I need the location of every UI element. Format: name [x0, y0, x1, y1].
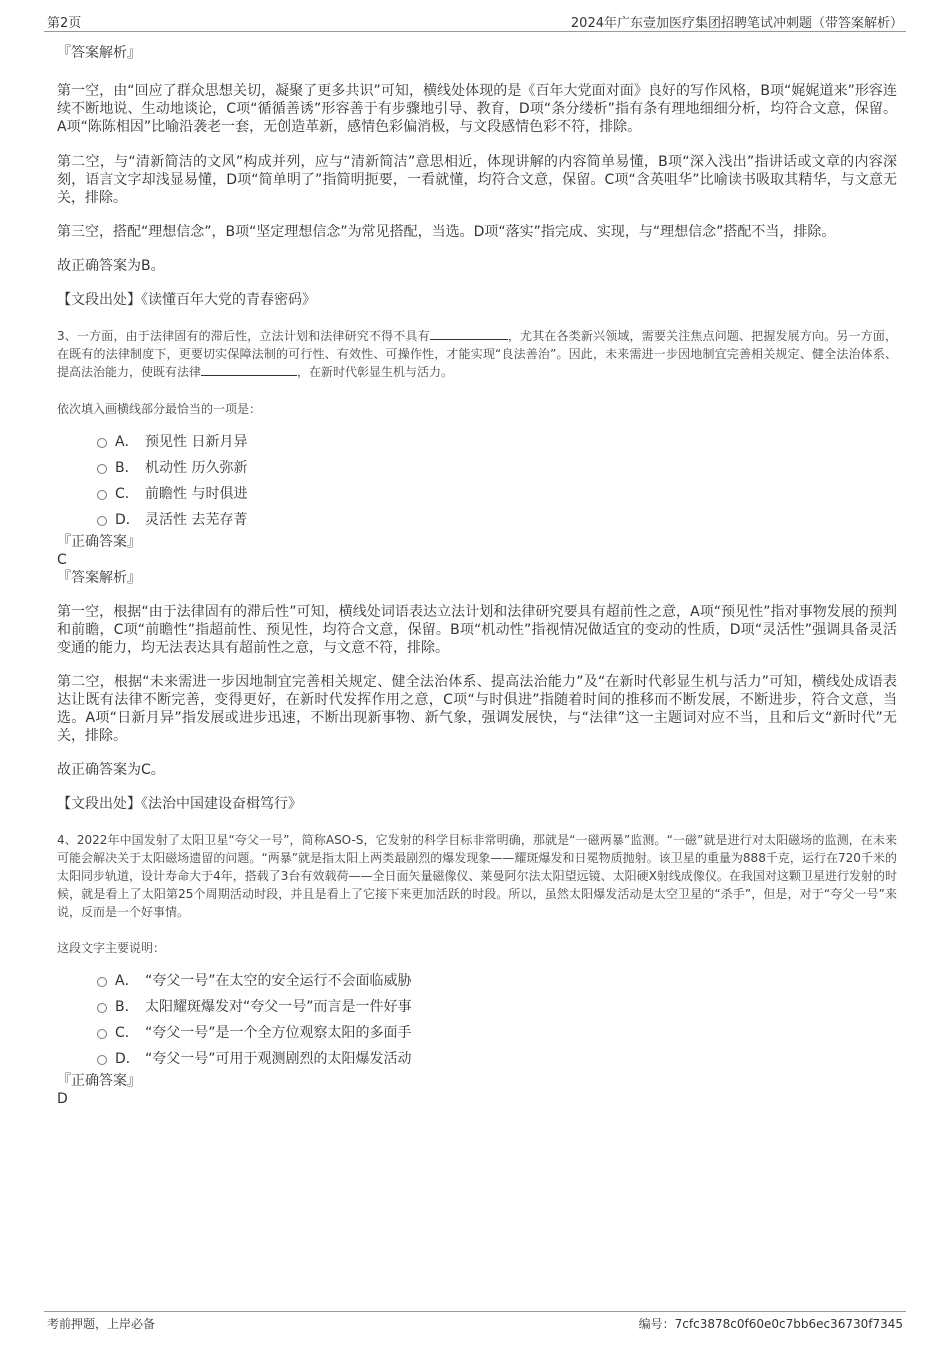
footer-slogan: 考前押题，上岸必备	[47, 1317, 156, 1331]
option-c[interactable]: C． “夸父一号”是一个全方位观察太阳的多面手	[57, 1020, 897, 1046]
analysis-paragraph: 第一空，由“回应了群众思想关切，凝聚了更多共识”可知，横线处体现的是《百年大党面对面》良好的写作风格，B项“娓娓道来”形容连续不断地说、生动地谈论，C项“循循善诱”形容善于有步骤地引导、教育，D项“条分缕析”指有条有理地细细分析，均符合文意，保留。A项“陈陈相因”比喻沿袭老一套，无创造革新，感情色彩偏消极，与文段感情色彩不符，排除。	[57, 83, 897, 135]
correct-answer-heading: 『正确答案』	[57, 534, 141, 550]
q2-analysis-section	[57, 44, 897, 309]
radio-icon[interactable]	[97, 464, 107, 474]
document-title: 2024年广东壹加医疗集团招聘笔试冲刺题（带答案解析）	[570, 16, 903, 31]
correct-answer-value: C	[57, 552, 67, 568]
fill-blank	[430, 327, 508, 340]
page-content	[57, 44, 897, 1108]
radio-icon[interactable]	[97, 490, 107, 500]
option-b[interactable]: B． 机动性 历久弥新	[57, 455, 897, 481]
option-d[interactable]: D． 灵活性 去芜存菁	[57, 507, 897, 533]
radio-icon[interactable]	[97, 977, 107, 987]
fill-blank	[201, 363, 297, 376]
option-list	[57, 429, 897, 533]
analysis-heading: 『答案解析』	[57, 570, 141, 586]
correct-answer-heading: 『正确答案』	[57, 1073, 141, 1089]
analysis-paragraph: 第三空，搭配“理想信念”，B项“坚定理想信念”为常见搭配，当选。D项“落实”指完成、实现，与“理想信念”搭配不当，排除。	[57, 224, 836, 240]
analysis-paragraph: 第二空，根据“未来需进一步因地制宜完善相关规定、健全法治体系、提高法治能力”及“在新时代彰显生机与活力”可知，横线处成语表达让既有法律不断完善，变得更好，在新时代发挥作用之意，C项“与时俱进”指随着时间的推移而不断发展，不断进步，符合文意，当选。A项“日新月异”指发展或进步迅速，不断出现新事物、新气象，强调发展快，与“法律”这一主题词对应不当，且和后文“新时代”无关，排除。	[57, 674, 897, 744]
page-number: 第2页	[47, 16, 82, 31]
option-a[interactable]: A． “夸父一号”在太空的安全运行不会面临威胁	[57, 968, 897, 994]
question-stem: 4、2022年中国发射了太阳卫星“夸父一号”，简称ASO-S，它发射的科学目标非常明确，那就是“一磁两暴”监测。“一磁”就是进行对太阳磁场的监测，在未来可能会解决关于太阳磁场遗留的问题。“两暴”就是指太阳上两类最剧烈的爆发现象——耀斑爆发和日冕物质抛射。该卫星的重量为888千克，运行在720千米的太阳同步轨道，设计寿命大于4年，搭载了3台有效载荷——全日面矢量磁像仪、莱曼阿尔法太阳望远镜、太阳硬X射线成像仪。在我国对这颗卫星进行发射的时候，就是看上了太阳第25个周期活动时段，并且是看上了它接下来更加活跃的时段。所以，虽然太阳爆发活动是太空卫星的“杀手”，但是，对于“夸父一号”来说，反而是一个好事情。	[57, 833, 897, 919]
answer-conclusion: 故正确答案为C。	[57, 762, 165, 778]
question-prompt: 依次填入画横线部分最恰当的一项是：	[57, 402, 262, 416]
option-d[interactable]: D． “夸父一号”可用于观测剧烈的太阳爆发活动	[57, 1046, 897, 1072]
page-header	[44, 0, 906, 32]
radio-icon[interactable]	[97, 438, 107, 448]
option-c[interactable]: C． 前瞻性 与时俱进	[57, 481, 897, 507]
radio-icon[interactable]	[97, 1055, 107, 1065]
page-footer	[44, 1311, 906, 1346]
analysis-paragraph: 第一空，根据“由于法律固有的滞后性”可知，横线处词语表达立法计划和法律研究要具有超前性之意，A项“预见性”指对事物发展的预判和前瞻，C项“前瞻性”指超前性、预见性，均符合文意，保留。B项“机动性”指视情况做适宜的变动的性质，D项“灵活性”强调具备灵活变通的能力，均无法表达具有超前性之意，与文意不符，排除。	[57, 604, 897, 656]
analysis-paragraph: 第二空，与“清新简洁的文风”构成并列，应与“清新简洁”意思相近，体现讲解的内容简单易懂，B项“深入浅出”指讲话或文章的内容深刻，语言文字却浅显易懂，D项“简单明了”指简明扼要，一看就懂，均符合文意，保留。C项“含英咀华”比喻读书吸取其精华，与文意无关，排除。	[57, 154, 897, 206]
document-code: 编号：7cfc3878c0f60e0c7bb6ec36730f7345	[638, 1317, 903, 1331]
radio-icon[interactable]	[97, 1003, 107, 1013]
option-a[interactable]: A． 预见性 日新月异	[57, 429, 897, 455]
source-citation: 【文段出处】《法治中国建设奋楫笃行》	[57, 796, 302, 812]
option-list	[57, 968, 897, 1072]
answer-conclusion: 故正确答案为B。	[57, 258, 165, 274]
question-prompt: 这段文字主要说明：	[57, 941, 166, 955]
option-b[interactable]: B． 太阳耀斑爆发对“夸父一号”而言是一件好事	[57, 994, 897, 1020]
analysis-heading: 『答案解析』	[57, 45, 141, 61]
question-4	[57, 831, 897, 1108]
question-3	[57, 327, 897, 813]
radio-icon[interactable]	[97, 1029, 107, 1039]
question-stem: 3、一方面，由于法律固有的滞后性，立法计划和法律研究不得不具有 ，尤其在各类新兴领域，需要关注焦点问题、把握发展方向。另一方面，在既有的法律制度下，更要切实保障法制的可行性、有效性、可操作性，才能实现“良法善治”。因此，未来需进一步因地制宜完善相关规定、健全法治体系、提高法治能力，使既有法律 ，在新时代彰显生机与活力。	[57, 329, 897, 379]
radio-icon[interactable]	[97, 516, 107, 526]
correct-answer-value: D	[57, 1091, 68, 1107]
source-citation: 【文段出处】《读懂百年大党的青春密码》	[57, 292, 316, 308]
